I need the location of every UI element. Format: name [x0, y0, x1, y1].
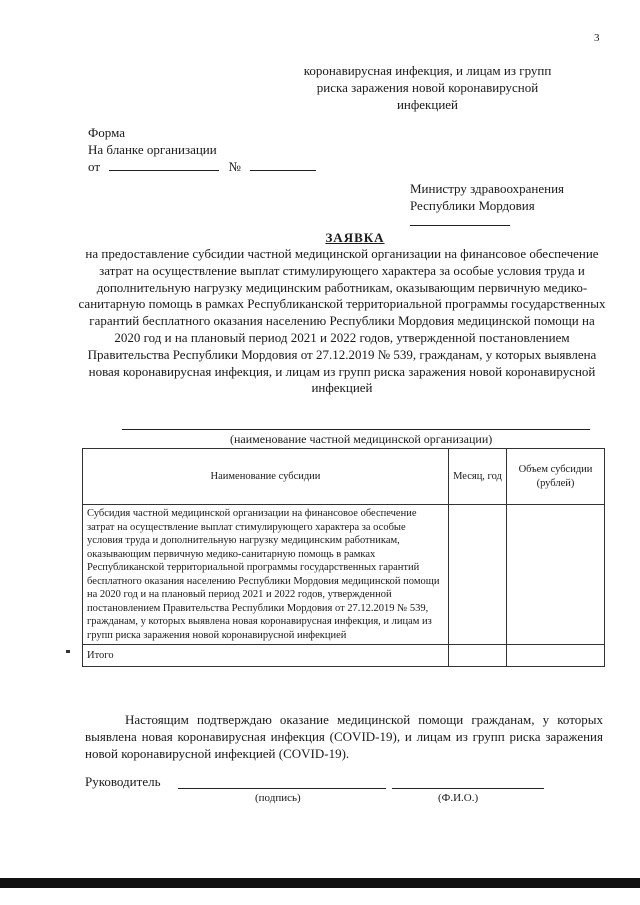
- total-amount-cell: [507, 645, 605, 667]
- fio-line: [392, 788, 544, 789]
- addressee-underline: [410, 225, 510, 226]
- continuation-line: риска заражения новой коронавирусной: [316, 80, 539, 95]
- total-row: [83, 645, 605, 667]
- signature-caption: (подпись): [255, 792, 301, 804]
- total-month-cell: [449, 645, 507, 667]
- total-label: Итого: [83, 645, 449, 667]
- form-header: [88, 124, 316, 175]
- head-label: Руководитель: [85, 774, 161, 789]
- month-year-cell: [449, 505, 507, 645]
- subsidy-name-cell: Субсидия частной медицинской организации на финансовое обеспечение затрат на осуществление выплат стимулирующего характера за особые условия труда и дополнительную нагрузку медицинским работникам, оказывающим первичную медико-санитарную помощь в рамках Республиканской территориальной программы государственных гарантий бесплатного оказания населению Республики Мордовия медицинской помощи на 2020 год и на плановый период 2021 и 2022 годов, утвержденной постановлением Правительства Республики Мордовия от 27.12.2019 № 539, гражданам, у которых выявлена новая коронавирусная инфекция, и лицам из групп риска заражения новой коронавирусной инфекцией: [83, 505, 449, 645]
- number-label: №: [228, 159, 241, 174]
- previous-page-continuation: [255, 62, 600, 113]
- application-purpose: на предоставление субсидии частной медицинской организации на финансовое обеспечение затрат на осуществление выплат стимулирующего характера за особые условия труда и дополнительную нагрузку медицинским работникам, оказывающим первичную медико-санитарную помощь в рамках Республиканской территориальной программы государственных гарантий бесплатного оказания населению Республики Мордовия медицинской помощи на 2020 год и на плановый период 2021 и 2022 годов, утвержденной постановлением Правительства Республики Мордовия от 27.12.2019 № 539, гражданам, у которых выявлена новая коронавирусная инфекция, и лицам из групп риска заражения новой коронавирусной инфекцией: [78, 246, 606, 396]
- number-blank-line: [250, 158, 316, 171]
- header-month-year: Месяц, год: [449, 449, 507, 505]
- table-row: [83, 505, 605, 645]
- addressee-line: Республики Мордовия: [410, 198, 535, 213]
- from-label: от: [88, 159, 101, 174]
- continuation-line: инфекцией: [396, 97, 459, 112]
- confirmation-text: Настоящим подтверждаю оказание медицинской помощи гражданам, у которых выявлена новая коронавирусная инфекция (COVID-19), и лицам из групп риска заражения новой коронавирусной инфекцией (COVID-19).: [85, 712, 603, 761]
- header-subsidy-amount: Объем субсидии (рублей): [507, 449, 605, 505]
- addressee-block: [410, 180, 564, 214]
- org-name-caption: (наименование частной медицинской организации): [230, 432, 493, 446]
- date-number-line: [88, 158, 316, 175]
- blank-label: На бланке организации: [88, 142, 217, 157]
- subsidy-table: [82, 448, 605, 667]
- date-blank-line: [109, 158, 219, 171]
- addressee-line: Министру здравоохранения: [410, 181, 565, 196]
- document-title-text: ЗАЯВКА: [325, 230, 385, 245]
- scan-mark: [66, 650, 70, 653]
- page-number: 3: [594, 32, 600, 44]
- document-title: [0, 230, 640, 246]
- form-label: Форма: [88, 125, 125, 140]
- amount-cell: [507, 505, 605, 645]
- fio-caption: (Ф.И.О.): [438, 792, 479, 804]
- org-name-line: [122, 429, 590, 430]
- table-header-row: [83, 449, 605, 505]
- scan-edge-bar: [0, 878, 640, 888]
- continuation-line: коронавирусная инфекция, и лицам из групп: [303, 63, 552, 78]
- header-subsidy-name: Наименование субсидии: [83, 449, 449, 505]
- signature-line: [178, 788, 386, 789]
